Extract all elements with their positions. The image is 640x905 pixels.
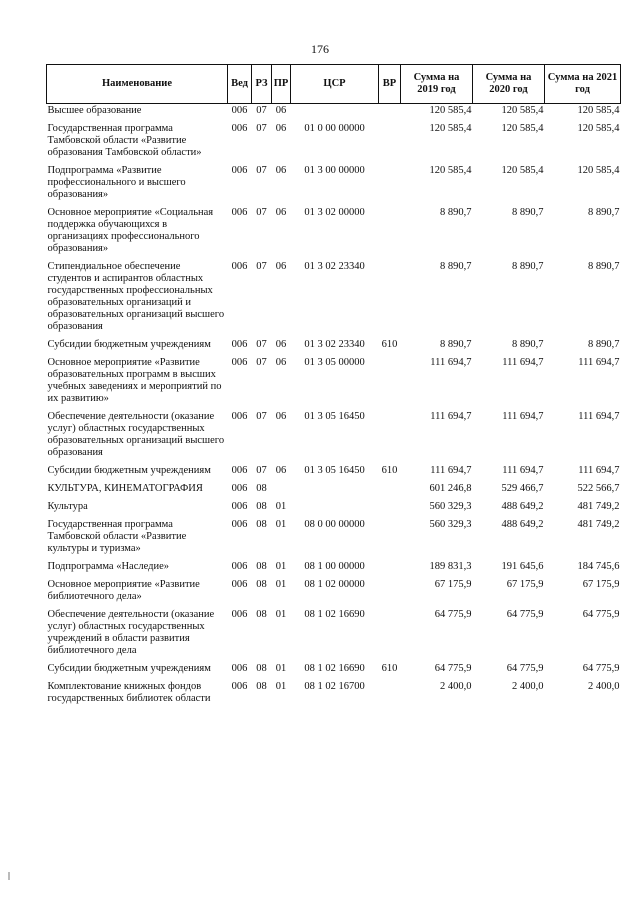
cell-s2021: 111 694,7	[578, 465, 620, 476]
cell-csr	[291, 500, 379, 518]
cell-csr: 08 1 00 00000	[304, 561, 365, 572]
table-row	[47, 518, 621, 560]
cell-ved: 006	[231, 411, 248, 422]
cell-s2019: 8 890,7	[440, 207, 472, 218]
cell-rz: 07	[256, 465, 267, 476]
cell-pr: 01	[275, 501, 287, 512]
cell-pr: 01	[275, 579, 287, 590]
cell-s2021: 67 175,9	[582, 579, 620, 590]
cell-s2021: 184 745,6	[577, 561, 620, 572]
cell-csr	[291, 482, 379, 500]
cell-s2020: 488 649,2	[501, 519, 544, 530]
cell-csr: 01 3 02 23340	[304, 339, 365, 350]
cell-csr	[291, 104, 379, 123]
cell-name: Обеспечение деятельности (оказание услуг) областных государственных учреждений в области развития библиотечного дела	[47, 609, 215, 656]
table-row	[47, 356, 621, 410]
cell-s2020: 120 585,4	[501, 105, 544, 116]
header-sum-2019: Сумма на 2019 год	[401, 65, 473, 104]
cell-name: Основное мероприятие «Развитие библиотечного дела»	[47, 579, 200, 602]
cell-name: Подпрограмма «Развитие профессионального и высшего образования»	[47, 165, 186, 200]
header-pr: ПР	[272, 65, 291, 104]
cell-vr	[379, 206, 401, 260]
cell-s2021: 111 694,7	[578, 411, 620, 422]
cell-name: Высшее образование	[47, 105, 142, 116]
cell-rz: 08	[256, 483, 267, 494]
cell-name: Субсидии бюджетным учреждениям	[47, 663, 211, 674]
cell-name: Подпрограмма «Наследие»	[47, 561, 169, 572]
cell-vr	[379, 518, 401, 560]
cell-s2021: 2 400,0	[588, 681, 620, 692]
cell-ved: 006	[231, 663, 248, 674]
header-csr: ЦСР	[291, 65, 379, 104]
cell-s2020: 191 645,6	[501, 561, 544, 572]
cell-csr: 01 3 02 00000	[304, 207, 365, 218]
cell-ved: 006	[231, 261, 248, 272]
cell-rz: 08	[256, 519, 267, 530]
cell-vr	[379, 500, 401, 518]
table-row	[47, 164, 621, 206]
table-row	[47, 560, 621, 578]
cell-ved: 006	[231, 519, 248, 530]
cell-s2019: 560 329,3	[429, 519, 472, 530]
cell-s2020: 8 890,7	[512, 339, 544, 350]
cell-s2019: 111 694,7	[430, 357, 472, 368]
table-row	[47, 410, 621, 464]
cell-rz: 07	[256, 105, 267, 116]
cell-name: Субсидии бюджетным учреждениям	[47, 339, 211, 350]
cell-name: Основное мероприятие «Социальная поддержка обучающихся в организациях профессионального образования»	[47, 207, 214, 254]
cell-ved: 006	[231, 561, 248, 572]
cell-vr	[379, 608, 401, 662]
table-row	[47, 464, 621, 482]
cell-s2020: 111 694,7	[502, 357, 544, 368]
cell-s2019: 111 694,7	[430, 411, 472, 422]
cell-s2021: 522 566,7	[577, 483, 620, 494]
cell-vr	[379, 410, 401, 464]
cell-csr: 01 0 00 00000	[304, 123, 365, 134]
cell-csr: 01 3 05 16450	[304, 411, 365, 422]
cell-s2019: 560 329,3	[429, 501, 472, 512]
table-row	[47, 260, 621, 338]
page-number: 176	[311, 42, 329, 56]
cell-pr: 01	[275, 561, 287, 572]
cell-ved: 006	[231, 609, 248, 620]
cell-ved: 006	[231, 465, 248, 476]
cell-vr	[379, 560, 401, 578]
cell-name: Основное мероприятие «Развитие образовательных программ в высших учебных заведениях и мероприятий по их развитию»	[47, 357, 222, 404]
cell-s2019: 67 175,9	[434, 579, 472, 590]
cell-pr: 01	[275, 609, 287, 620]
scan-mark	[8, 872, 10, 880]
cell-vr	[379, 482, 401, 500]
cell-pr: 06	[275, 465, 287, 476]
cell-csr: 08 0 00 00000	[304, 519, 365, 530]
cell-vr	[379, 356, 401, 410]
budget-table	[46, 64, 621, 710]
cell-s2021: 481 749,2	[577, 501, 620, 512]
header-rz: РЗ	[252, 65, 272, 104]
cell-ved: 006	[231, 501, 248, 512]
cell-ved: 006	[231, 483, 248, 494]
cell-s2021: 481 749,2	[577, 519, 620, 530]
cell-s2019: 601 246,8	[429, 483, 472, 494]
cell-rz: 07	[256, 339, 267, 350]
cell-name: Государственная программа Тамбовской области «Развитие образования Тамбовской области»	[47, 123, 202, 158]
cell-vr: 610	[381, 465, 398, 476]
cell-s2019: 2 400,0	[440, 681, 472, 692]
cell-csr: 01 3 02 23340	[304, 261, 365, 272]
cell-s2021: 120 585,4	[577, 165, 620, 176]
header-ved: Вед	[228, 65, 252, 104]
cell-csr: 08 1 02 00000	[304, 579, 365, 590]
cell-s2020: 111 694,7	[502, 411, 544, 422]
cell-vr	[379, 680, 401, 710]
cell-csr: 08 1 02 16690	[304, 609, 365, 620]
cell-s2021: 120 585,4	[577, 123, 620, 134]
table-row	[47, 206, 621, 260]
cell-csr: 01 3 00 00000	[304, 165, 365, 176]
cell-name: Культура	[47, 501, 88, 512]
cell-rz: 07	[256, 165, 267, 176]
cell-name: КУЛЬТУРА, КИНЕМАТОГРАФИЯ	[47, 483, 203, 494]
cell-name: Комплектование книжных фондов государственных библиотек области	[47, 681, 211, 704]
cell-pr: 01	[275, 519, 287, 530]
header-sum-2021: Сумма на 2021 год	[545, 65, 621, 104]
cell-s2020: 120 585,4	[501, 165, 544, 176]
cell-vr	[379, 122, 401, 164]
table-row	[47, 482, 621, 500]
cell-s2020: 8 890,7	[512, 261, 544, 272]
cell-s2019: 120 585,4	[429, 123, 472, 134]
cell-pr: 06	[275, 165, 287, 176]
cell-vr: 610	[381, 339, 398, 350]
cell-s2021: 64 775,9	[582, 609, 620, 620]
cell-rz: 07	[256, 411, 267, 422]
cell-pr: 06	[275, 357, 287, 368]
cell-vr: 610	[381, 663, 398, 674]
cell-s2021: 120 585,4	[577, 105, 620, 116]
cell-csr: 01 3 05 16450	[304, 465, 365, 476]
cell-pr: 06	[275, 207, 287, 218]
cell-ved: 006	[231, 165, 248, 176]
cell-ved: 006	[231, 579, 248, 590]
cell-s2019: 8 890,7	[440, 261, 472, 272]
cell-s2020: 2 400,0	[512, 681, 544, 692]
table-header-row	[47, 65, 621, 104]
cell-name: Обеспечение деятельности (оказание услуг) областных государственных образовательных организаций высшего образования	[47, 411, 225, 458]
cell-pr: 06	[275, 411, 287, 422]
cell-s2019: 111 694,7	[430, 465, 472, 476]
cell-name: Субсидии бюджетным учреждениям	[47, 465, 211, 476]
table-row	[47, 680, 621, 710]
cell-s2020: 8 890,7	[512, 207, 544, 218]
cell-rz: 07	[256, 123, 267, 134]
cell-csr: 01 3 05 00000	[304, 357, 365, 368]
cell-s2020: 488 649,2	[501, 501, 544, 512]
header-sum-2020: Сумма на 2020 год	[473, 65, 545, 104]
cell-s2021: 8 890,7	[588, 207, 620, 218]
table-row	[47, 122, 621, 164]
cell-rz: 08	[256, 609, 267, 620]
cell-csr: 08 1 02 16700	[304, 681, 365, 692]
cell-s2019: 64 775,9	[434, 663, 472, 674]
cell-ved: 006	[231, 681, 248, 692]
cell-s2019: 120 585,4	[429, 165, 472, 176]
cell-vr	[379, 164, 401, 206]
cell-s2021: 64 775,9	[582, 663, 620, 674]
cell-name: Стипендиальное обеспечение студентов и аспирантов областных государственных профессиональных образовательных организаций и образовательных организаций высшего образования	[47, 261, 225, 332]
cell-pr	[272, 482, 291, 500]
cell-ved: 006	[231, 105, 248, 116]
cell-s2019: 64 775,9	[434, 609, 472, 620]
cell-rz: 07	[256, 207, 267, 218]
cell-s2019: 120 585,4	[429, 105, 472, 116]
table-row	[47, 104, 621, 123]
cell-pr: 06	[275, 261, 287, 272]
header-name: Наименование	[47, 65, 228, 104]
cell-ved: 006	[231, 357, 248, 368]
cell-ved: 006	[231, 123, 248, 134]
cell-pr: 06	[275, 339, 287, 350]
cell-s2020: 529 466,7	[501, 483, 544, 494]
cell-s2020: 111 694,7	[502, 465, 544, 476]
cell-s2021: 8 890,7	[588, 339, 620, 350]
cell-pr: 06	[275, 105, 287, 116]
cell-s2019: 189 831,3	[429, 561, 472, 572]
cell-s2020: 64 775,9	[506, 609, 544, 620]
cell-rz: 08	[256, 681, 267, 692]
cell-s2021: 111 694,7	[578, 357, 620, 368]
cell-s2020: 64 775,9	[506, 663, 544, 674]
cell-s2019: 8 890,7	[440, 339, 472, 350]
cell-vr	[379, 104, 401, 123]
cell-s2020: 67 175,9	[506, 579, 544, 590]
cell-vr	[379, 578, 401, 608]
cell-ved: 006	[231, 339, 248, 350]
cell-ved: 006	[231, 207, 248, 218]
cell-rz: 07	[256, 357, 267, 368]
cell-name: Государственная программа Тамбовской области «Развитие культуры и туризма»	[47, 519, 187, 554]
cell-rz: 08	[256, 561, 267, 572]
table-row	[47, 578, 621, 608]
table-row	[47, 662, 621, 680]
cell-rz: 07	[256, 261, 267, 272]
cell-csr: 08 1 02 16690	[304, 663, 365, 674]
table-row	[47, 500, 621, 518]
header-vr: ВР	[379, 65, 401, 104]
table-row	[47, 338, 621, 356]
cell-pr: 01	[275, 663, 287, 674]
cell-rz: 08	[256, 579, 267, 590]
cell-s2021: 8 890,7	[588, 261, 620, 272]
cell-pr: 06	[275, 123, 287, 134]
cell-pr: 01	[275, 681, 287, 692]
cell-s2020: 120 585,4	[501, 123, 544, 134]
table-row	[47, 608, 621, 662]
cell-vr	[379, 260, 401, 338]
cell-rz: 08	[256, 501, 267, 512]
cell-rz: 08	[256, 663, 267, 674]
